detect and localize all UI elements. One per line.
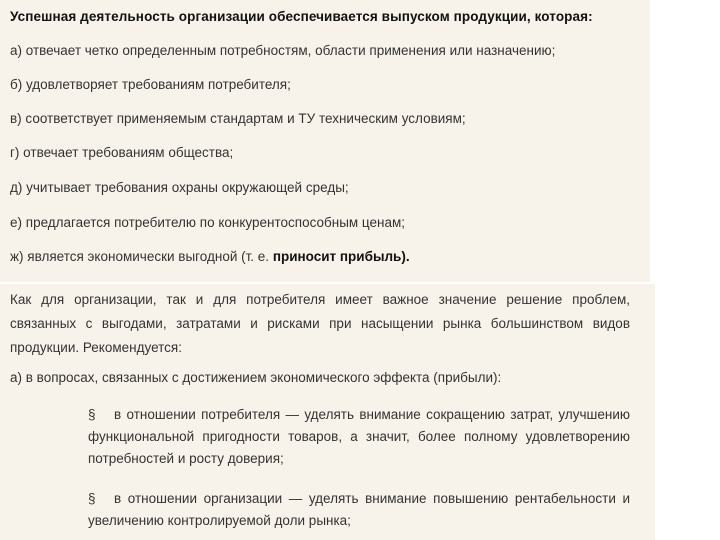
list-item-a: а) отвечает четко определенным потребностям, области применения или назначению; [10, 43, 556, 58]
section-sign-icon: § [88, 407, 96, 422]
bullet-item-organization [88, 488, 630, 532]
subsection-heading: а) в вопросах, связанных с достижением экономического эффекта (прибыли): [10, 370, 502, 385]
bullet-item-consumer [88, 404, 630, 470]
recommendation-paragraph: Как для организации, так и для потребителя имеет важное значение решение проблем, связанных с выгодами, затратами и рисками при насыщении рынка большинством видов продукции. Рекомендуется: [10, 292, 630, 355]
section-heading: Успешная деятельность организации обеспечивается выпуском продукции, которая: [10, 9, 593, 24]
section-sign-icon: § [88, 491, 96, 506]
list-item-zh [10, 249, 410, 264]
list-item-b: б) удовлетворяет требованиям потребителя; [10, 77, 291, 92]
list-item-d: д) учитывает требования охраны окружающей среды; [10, 180, 349, 195]
bullet-text: в отношении потребителя — уделять внимание сокращению затрат, улучшению функциональной пригодности товаров, а значит, более полному удовлетворению потребностей и росту доверия; [88, 407, 630, 466]
list-item-zh-bold: приносит прибыль). [272, 249, 410, 264]
list-item-g: г) отвечает требованиям общества; [10, 145, 234, 160]
bullet-text: в отношении организации — уделять внимание повышению рентабельности и увеличению контролируемой доли рынка; [88, 491, 630, 528]
list-item-e: е) предлагается потребителю по конкурентоспособным ценам; [10, 215, 406, 230]
list-item-v: в) соответствует применяемым стандартам и ТУ техническим условиям; [10, 111, 466, 126]
list-item-zh-text: ж) является экономически выгодной (т. е. [10, 249, 273, 264]
